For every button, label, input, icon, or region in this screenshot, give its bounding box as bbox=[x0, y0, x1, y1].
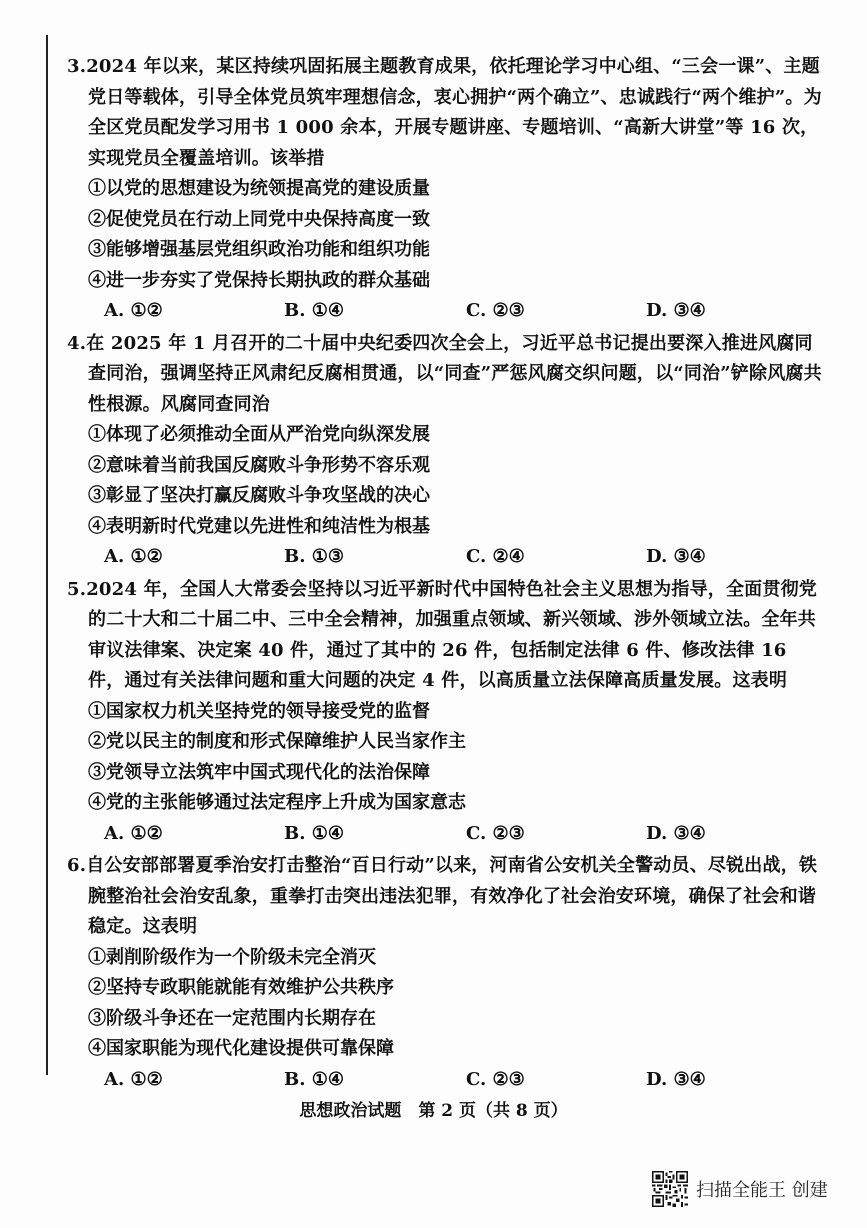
answer-choices bbox=[88, 819, 828, 850]
option-1: ①国家权力机关坚持党的领导接受党的监督 bbox=[88, 700, 430, 722]
answer-d: D. ③④ bbox=[646, 822, 706, 844]
scanner-watermark bbox=[652, 1169, 828, 1209]
option-4: ④进一步夯实了党保持长期执政的群众基础 bbox=[88, 269, 430, 291]
page-footer: 思想政治试题 第 2 页（共 8 页） bbox=[299, 1101, 568, 1121]
option-3: ③彰显了坚决打赢反腐败斗争攻坚战的决心 bbox=[88, 485, 430, 506]
answer-c: C. ②③ bbox=[466, 1068, 525, 1090]
option-2: ②坚持专政职能就能有效维护公共秩序 bbox=[88, 977, 394, 998]
answer-a: A. ①② bbox=[104, 300, 163, 321]
question-6 bbox=[67, 851, 828, 1095]
answer-b: B. ①④ bbox=[284, 822, 345, 844]
question-stem bbox=[67, 851, 828, 943]
questions-area bbox=[67, 52, 828, 1095]
question-number: 6. bbox=[67, 855, 87, 876]
answer-b: B. ①④ bbox=[284, 1068, 345, 1090]
option-4: ④党的主张能够通过法定程序上升成为国家意志 bbox=[88, 792, 466, 813]
option-1: ①剥削阶级作为一个阶级未完全消灭 bbox=[88, 946, 376, 968]
option-3: ③党领导立法筑牢中国式现代化的法治保障 bbox=[88, 761, 430, 783]
answer-c: C. ②④ bbox=[466, 546, 525, 567]
question-number: 5. bbox=[67, 578, 87, 600]
binding-edge-line bbox=[46, 35, 48, 1075]
scanner-brand-text: 扫描全能王 创建 bbox=[696, 1180, 828, 1201]
question-number: 4. bbox=[67, 332, 87, 354]
answer-choices bbox=[88, 542, 828, 573]
question-text: 2024 年，全国人大常委会坚持以习近平新时代中国特色社会主义思想为指导，全面贯彻党的二十大和二十届二中、三中全会精神，加强重点领域、新兴领域、涉外领域立法。全年共审议法律案、决定案 40 件，通过了其中的 26 件，包括制定法律 6 件、修改法律 16 件，通过有关法律问题和重大问题的决定 4 件，以高质量立法保障高质量发展。这表明 bbox=[86, 578, 817, 691]
answer-choices bbox=[88, 296, 828, 327]
option-1: ①体现了必须推动全面从严治党向纵深发展 bbox=[88, 424, 430, 445]
answer-b: B. ①③ bbox=[284, 546, 345, 567]
answer-d: D. ③④ bbox=[646, 300, 706, 321]
question-stem bbox=[67, 52, 828, 174]
question-stem bbox=[67, 575, 828, 697]
question-3 bbox=[67, 52, 828, 327]
option-3: ③能够增强基层党组织政治功能和组织功能 bbox=[88, 239, 430, 260]
answer-b: B. ①④ bbox=[284, 300, 345, 321]
option-4: ④国家职能为现代化建设提供可靠保障 bbox=[88, 1038, 394, 1059]
question-number: 3. bbox=[67, 56, 87, 77]
question-text: 2024 年以来，某区持续巩固拓展主题教育成果，依托理论学习中心组、“三会一课”、主题党日等载体，引导全体党员筑牢理想信念，衷心拥护“两个确立”、忠诚践行“两个维护”。为全区党员配发学习用书 1 000 余本，开展专题讲座、专题培训、“高新大讲堂”等 16 次，实现党员全覆盖培训。该举措 bbox=[86, 56, 822, 169]
question-text: 自公安部部署夏季治安打击整治“百日行动”以来，河南省公安机关全警动员、尽锐出战，铁腕整治社会治安乱象，重拳打击突出违法犯罪，有效净化了社会治安环境，确保了社会和谐稳定。这表明 bbox=[86, 855, 818, 937]
option-3: ③阶级斗争还在一定范围内长期存在 bbox=[88, 1007, 376, 1029]
answer-d: D. ③④ bbox=[646, 546, 706, 567]
question-text: 在 2025 年 1 月召开的二十届中央纪委四次全会上，习近平总书记提出要深入推进风腐同查同治，强调坚持正风肃纪反腐相贯通，以“同查”严惩风腐交织问题，以“同治”铲除风腐共性根源。风腐同查同治 bbox=[86, 332, 822, 415]
option-4: ④表明新时代党建以先进性和纯洁性为根基 bbox=[88, 515, 430, 537]
qr-code-icon bbox=[652, 1171, 688, 1207]
answer-a: A. ①② bbox=[104, 1068, 163, 1090]
question-5 bbox=[67, 575, 828, 850]
option-2: ②意味着当前我国反腐败斗争形势不容乐观 bbox=[88, 454, 430, 476]
answer-choices bbox=[88, 1065, 828, 1096]
option-1: ①以党的思想建设为统领提高党的建设质量 bbox=[88, 178, 430, 199]
question-stem bbox=[67, 329, 828, 421]
answer-c: C. ②③ bbox=[466, 822, 525, 844]
option-2: ②党以民主的制度和形式保障维护人民当家作主 bbox=[88, 731, 466, 752]
answer-c: C. ②③ bbox=[466, 300, 525, 321]
question-4 bbox=[67, 329, 828, 573]
answer-a: A. ①② bbox=[104, 546, 163, 567]
option-2: ②促使党员在行动上同党中央保持高度一致 bbox=[88, 208, 430, 230]
answer-a: A. ①② bbox=[104, 822, 163, 844]
answer-d: D. ③④ bbox=[646, 1068, 706, 1090]
